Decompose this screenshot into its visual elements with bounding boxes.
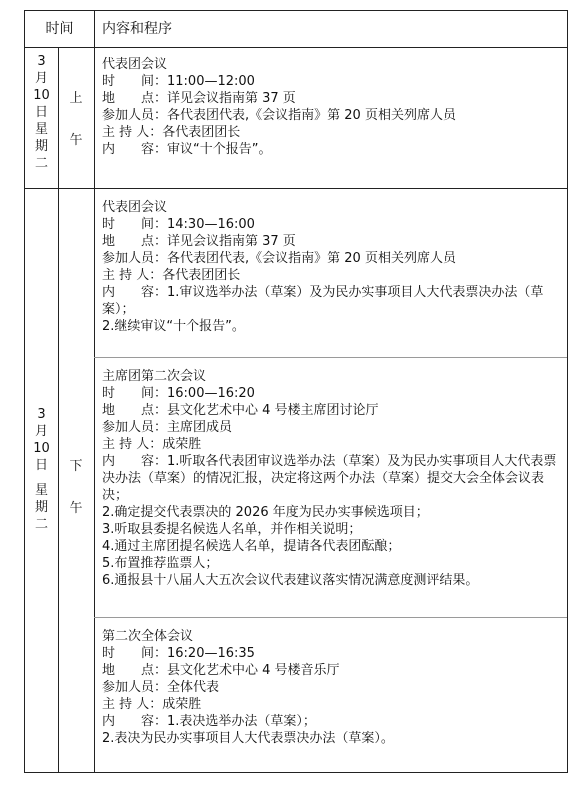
afternoon-date-day-num: 10 (33, 441, 50, 456)
afternoon-meeting-2 (96, 368, 566, 589)
afternoon-date-week-1: 星 (34, 483, 48, 498)
header-content: 内容和程序 (102, 21, 172, 37)
morning-meeting (96, 56, 566, 158)
meeting-time: 时 间：11:00—12:00 (102, 74, 255, 89)
meeting-divider-1 (94, 357, 567, 358)
morning-afternoon-divider (25, 188, 567, 189)
meeting-content-1: 内 容：1.听取各代表团审议选举办法（草案）及为民办实事项目人大代表票决办法（草案）的情况汇报，决定将这两个办法（草案）提交大会全体会议表决； (102, 454, 557, 503)
meeting-place: 地 点：县文化艺术中心 4 号楼主席团讨论厅 (102, 403, 379, 418)
morning-period-2: 午 (69, 133, 83, 148)
meeting-attendees: 参加人员：全体代表 (102, 680, 220, 695)
afternoon-period-2: 午 (69, 501, 83, 516)
meeting-host: 主 持 人：成荣胜 (102, 437, 202, 452)
afternoon-date-month-num: 3 (37, 407, 46, 422)
afternoon-period-1: 下 (69, 459, 83, 474)
morning-period (58, 89, 94, 151)
afternoon-date-week-2: 期 (34, 500, 48, 515)
morning-date-month: 月 (34, 71, 48, 86)
meeting-content-5: 5.布置推荐监票人； (102, 556, 219, 571)
meeting-place: 地 点：县文化艺术中心 4 号楼音乐厅 (102, 663, 340, 678)
morning-date-week-3: 二 (34, 156, 48, 171)
time-content-divider (94, 11, 95, 772)
afternoon-date-month: 月 (34, 424, 48, 439)
meeting-content-1: 内 容：1.审议选举办法（草案）及为民办实事项目人大代表票决办法（草案）； (102, 285, 544, 317)
header-time: 时间 (45, 21, 74, 37)
morning-date (25, 53, 58, 172)
afternoon-meeting-3 (96, 628, 566, 747)
schedule-table (24, 10, 568, 773)
afternoon-period (58, 457, 94, 519)
date-period-divider (58, 47, 59, 772)
afternoon-date (25, 406, 58, 533)
afternoon-meeting-1 (96, 199, 566, 335)
header-divider (25, 47, 567, 48)
meeting-content-2: 2.确定提交代表票决的 2026 年度为民办实事候选项目； (102, 505, 429, 520)
meeting-host: 主 持 人：各代表团团长 (102, 268, 241, 283)
morning-date-day: 日 (34, 105, 48, 120)
meeting-content: 内 容：审议“十个报告”。 (102, 142, 272, 157)
meeting-time: 时 间：14:30—16:00 (102, 217, 255, 232)
meeting-attendees: 参加人员：各代表团代表,《会议指南》第 20 页相关列席人员 (102, 251, 456, 266)
meeting-title: 主席团第二次会议 (102, 369, 207, 384)
afternoon-date-week-3: 二 (34, 517, 48, 532)
meeting-content-4: 4.通过主席团提名候选人名单，提请各代表团酝酿； (102, 539, 401, 554)
meeting-host: 主 持 人：成荣胜 (102, 697, 202, 712)
meeting-divider-2 (94, 617, 567, 618)
meeting-content-1: 内 容：1.表决选举办法（草案）； (102, 714, 316, 729)
meeting-content-6: 6.通报县十八届人大五次会议代表建议落实情况满意度测评结果。 (102, 573, 479, 588)
meeting-content-2: 2.继续审议“十个报告”。 (102, 319, 245, 334)
afternoon-date-day: 日 (34, 458, 48, 473)
meeting-place: 地 点：详见会议指南第 37 页 (102, 91, 296, 106)
morning-date-week-2: 期 (34, 139, 48, 154)
meeting-place: 地 点：详见会议指南第 37 页 (102, 234, 296, 249)
meeting-attendees: 参加人员：主席团成员 (102, 420, 233, 435)
meeting-content-2: 2.表决为民办实事项目人大代表票决办法（草案）。 (102, 731, 394, 746)
meeting-title: 代表团会议 (102, 200, 168, 215)
meeting-attendees: 参加人员：各代表团代表,《会议指南》第 20 页相关列席人员 (102, 108, 456, 123)
morning-date-day-num: 10 (33, 88, 50, 103)
morning-date-week-1: 星 (34, 122, 48, 137)
meeting-host: 主 持 人：各代表团团长 (102, 125, 241, 140)
meeting-time: 时 间：16:20—16:35 (102, 646, 255, 661)
meeting-content-3: 3.听取县委提名候选人名单，并作相关说明； (102, 522, 362, 537)
morning-period-1: 上 (69, 91, 83, 106)
morning-date-month-num: 3 (37, 54, 46, 69)
meeting-title: 代表团会议 (102, 57, 168, 72)
meeting-time: 时 间：16:00—16:20 (102, 386, 255, 401)
meeting-title: 第二次全体会议 (102, 629, 194, 644)
